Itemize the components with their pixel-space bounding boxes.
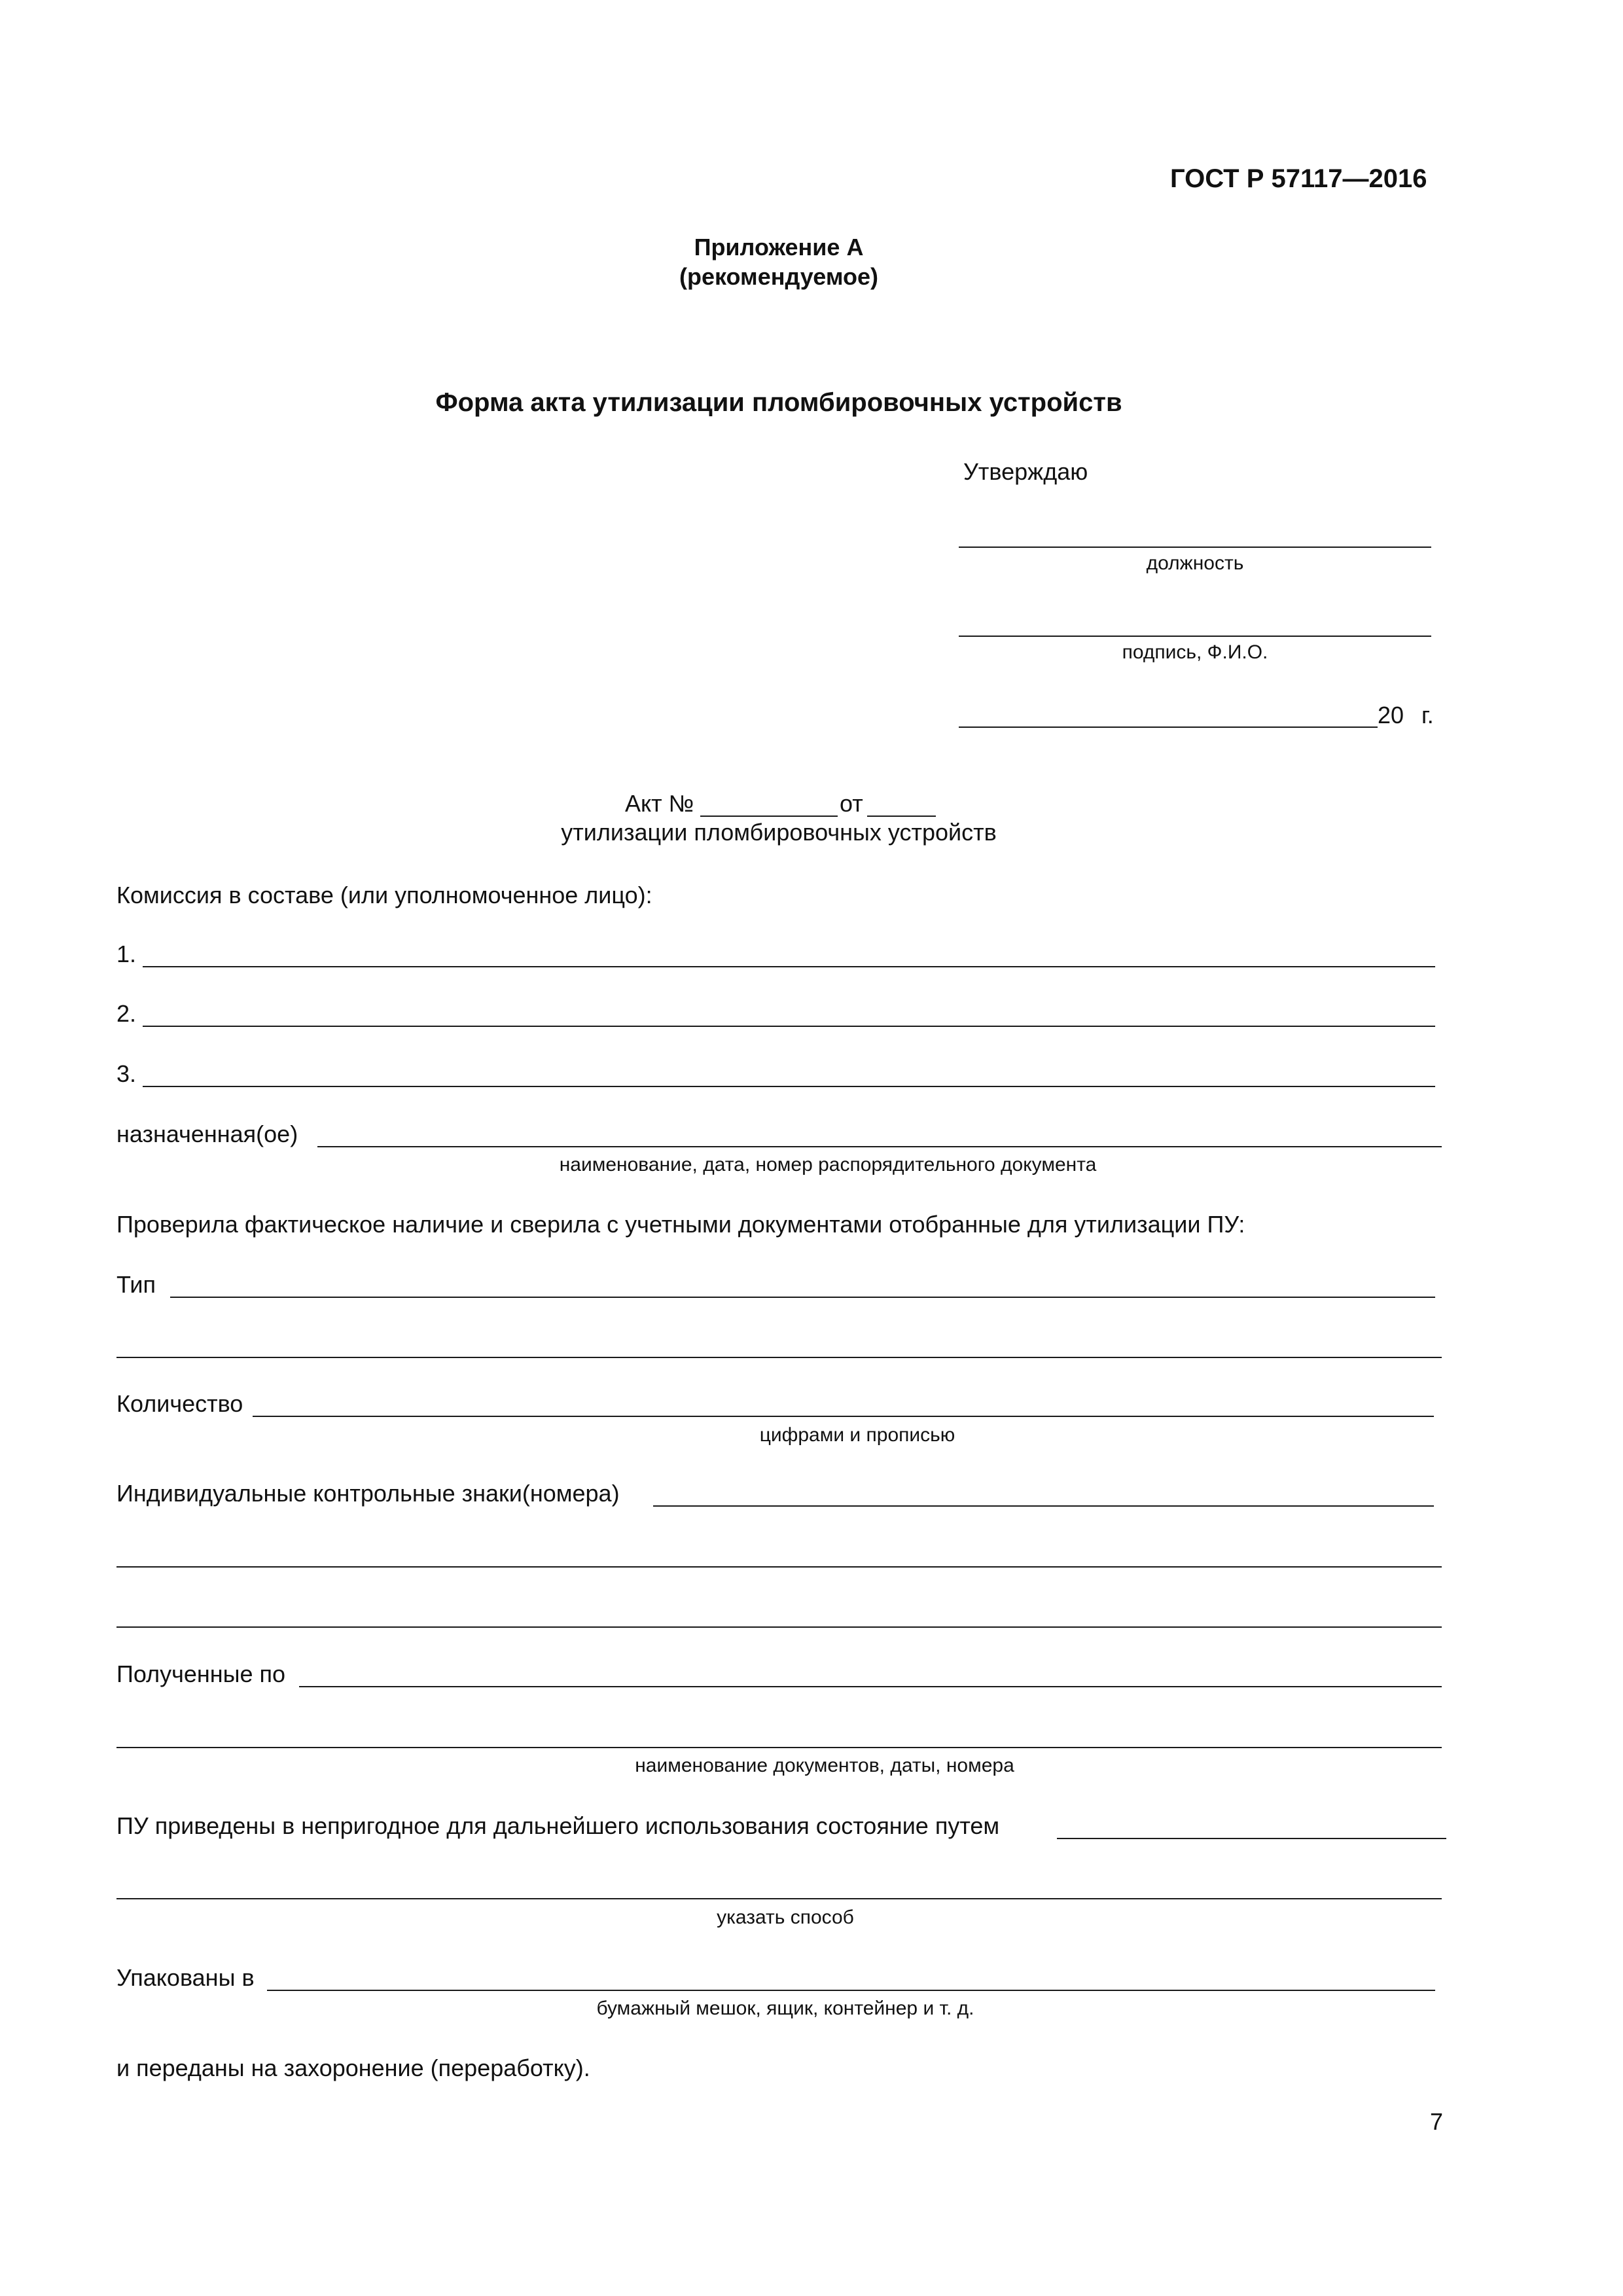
act-number-label: Акт № (625, 790, 694, 817)
unusable-line-2[interactable] (116, 1898, 1442, 1899)
position-caption: должность (1146, 552, 1244, 574)
date-line[interactable] (959, 726, 1378, 728)
act-number-line[interactable] (700, 816, 838, 817)
member-2-line[interactable] (143, 1026, 1435, 1027)
approval-label: Утверждаю (963, 458, 1088, 485)
member-3-line[interactable] (143, 1086, 1435, 1087)
standard-number: ГОСТ Р 57117—2016 (1170, 164, 1427, 193)
appointed-line[interactable] (317, 1146, 1442, 1147)
form-title: Форма акта утилизации пломбировочных устройств (435, 388, 1122, 417)
signature-line[interactable] (959, 636, 1431, 637)
appendix-title: Приложение А (694, 234, 864, 260)
type-line-2[interactable] (116, 1357, 1442, 1358)
closing-text: и переданы на захоронение (переработку). (116, 2054, 590, 2081)
appointed-caption: наименование, дата, номер распорядительного документа (559, 1154, 1097, 1175)
year-suffix: г. (1421, 702, 1434, 728)
year-prefix: 20 (1378, 702, 1404, 728)
unusable-line-1[interactable] (1057, 1838, 1446, 1839)
commission-label: Комиссия в составе (или уполномоченное лицо): (116, 882, 652, 908)
received-line-2[interactable] (116, 1747, 1442, 1748)
member-2-number: 2. (116, 1000, 137, 1027)
act-date-line[interactable] (867, 816, 936, 817)
member-1-number: 1. (116, 941, 137, 967)
unusable-label: ПУ приведены в непригодное для дальнейшего использования состояние путем (116, 1812, 1000, 1839)
quantity-caption: цифрами и прописью (759, 1424, 955, 1446)
packed-line[interactable] (267, 1990, 1435, 1991)
received-label: Полученные по (116, 1660, 286, 1687)
member-3-number: 3. (116, 1060, 137, 1087)
signature-caption: подпись, Ф.И.О. (1122, 641, 1268, 663)
appointed-label: назначенная(ое) (116, 1121, 298, 1147)
received-line-1[interactable] (299, 1686, 1442, 1687)
type-label: Тип (116, 1271, 156, 1298)
position-line[interactable] (959, 547, 1431, 548)
page-number: 7 (1430, 2108, 1444, 2135)
marks-line-2[interactable] (116, 1566, 1442, 1568)
unusable-caption: указать способ (717, 1907, 854, 1928)
packed-label: Упакованы в (116, 1964, 255, 1991)
quantity-line[interactable] (253, 1416, 1434, 1417)
marks-line-3[interactable] (116, 1626, 1442, 1628)
marks-label: Индивидуальные контрольные знаки(номера) (116, 1480, 620, 1507)
act-subtitle: утилизации пломбировочных устройств (561, 819, 997, 846)
act-from-label: от (840, 790, 863, 817)
member-1-line[interactable] (143, 966, 1435, 967)
quantity-label: Количество (116, 1390, 243, 1417)
received-caption: наименование документов, даты, номера (635, 1755, 1014, 1776)
appendix-status: (рекомендуемое) (679, 263, 878, 290)
check-label: Проверила фактическое наличие и сверила с учетными документами отобранные для утилизации ПУ: (116, 1211, 1245, 1238)
marks-line-1[interactable] (653, 1505, 1434, 1507)
type-line-1[interactable] (170, 1297, 1435, 1298)
packed-caption: бумажный мешок, ящик, контейнер и т. д. (596, 1998, 974, 2019)
